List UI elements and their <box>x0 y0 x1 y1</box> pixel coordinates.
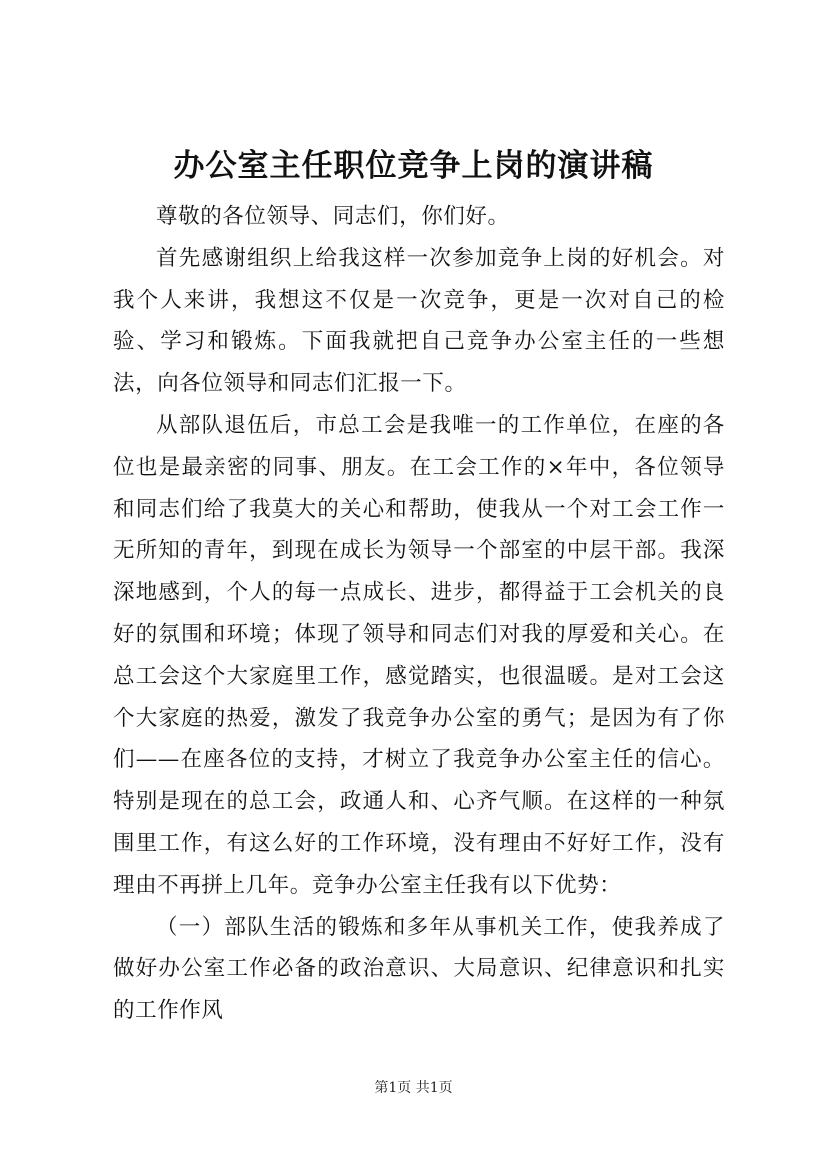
paragraph-background: 从部队退伍后，市总工会是我唯一的工作单位，在座的各位也是最亲密的同事、朋友。在工会工作的×年中，各位领导和同志们给了我莫大的关心和帮助，使我从一个对工会工作一无所知的青年，到现在成长为领导一个部室的中层干部。我深深地感到，个人的每一点成长、进步，都得益于工会机关的良好的氛围和环境；体现了领导和同志们对我的厚爱和关心。在总工会这个大家庭里工作，感觉踏实，也很温暖。是对工会这个大家庭的热爱，激发了我竞争办公室的勇气；是因为有了你们——在座各位的支持，才树立了我竞争办公室主任的信心。特别是现在的总工会，政通人和、心齐气顺。在这样的一种氛围里工作，有这么好的工作环境，没有理由不好好工作，没有理由不再拼上几年。竞争办公室主任我有以下优势： <box>113 412 725 898</box>
document-title: 办公室主任职位竞争上岗的演讲稿 <box>173 148 654 184</box>
paragraph-introduction: 首先感谢组织上给我这样一次参加竞争上岗的好机会。对我个人来讲，我想这不仅是一次竞争，更是一次对自己的检验、学习和锻炼。下面我就把自己竞争办公室主任的一些想法，向各位领导和同志们汇报一下。 <box>113 245 725 397</box>
paragraph-greeting: 尊敬的各位领导、同志们，你们好。 <box>156 204 510 229</box>
document-body <box>113 196 725 1032</box>
paragraph-advantage-one: （一）部队生活的锻炼和多年从事机关工作，使我养成了做好办公室工作必备的政治意识、大局意识、纪律意识和扎实的工作作风 <box>113 914 725 1024</box>
page-number-footer: 第1页 共1页 <box>374 1080 453 1096</box>
